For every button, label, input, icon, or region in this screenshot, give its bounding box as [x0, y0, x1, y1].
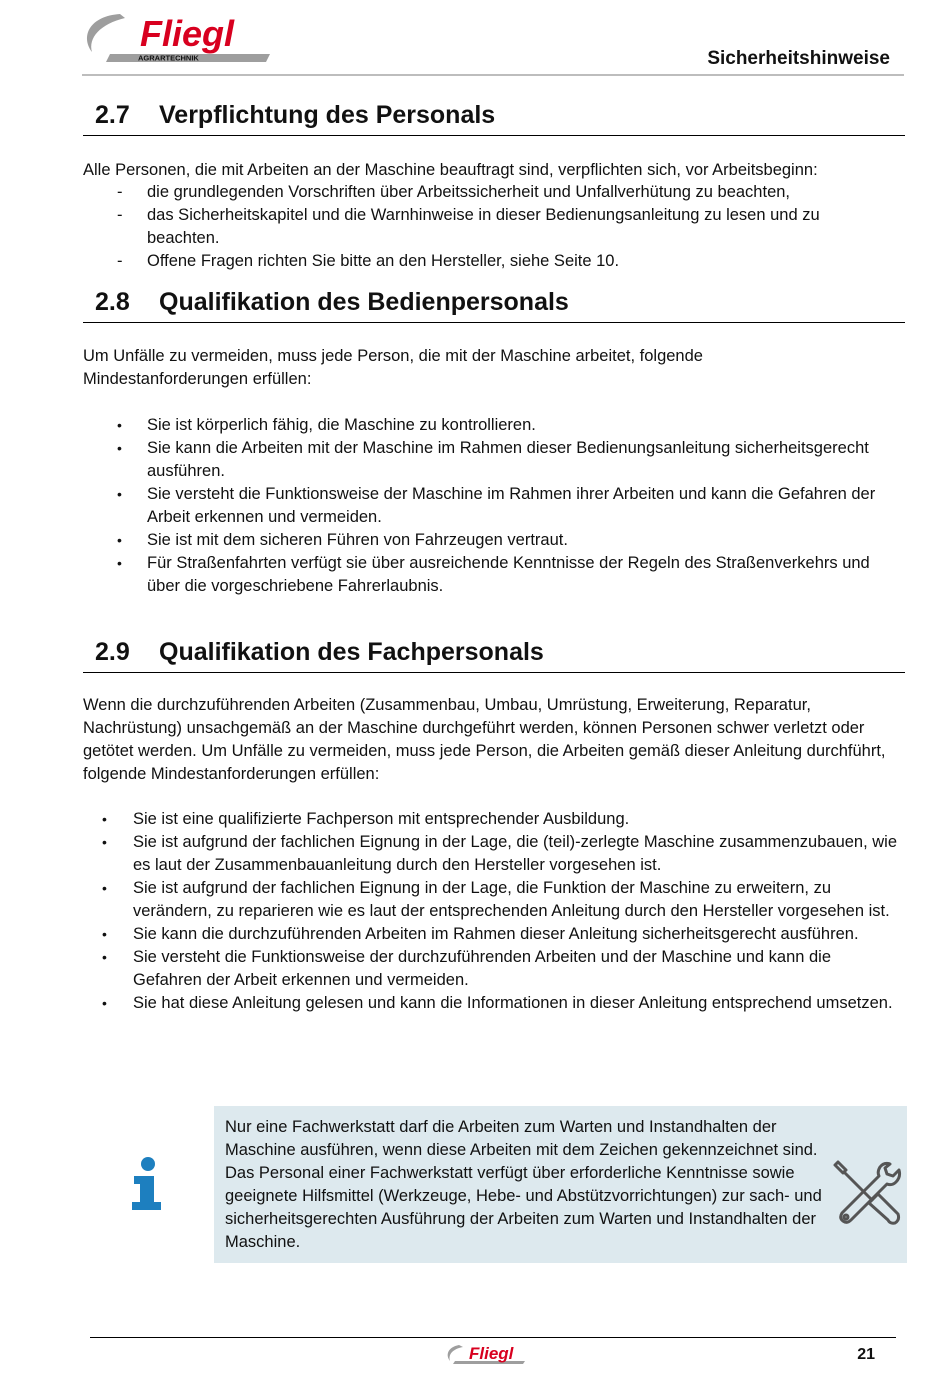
list-item: - Offene Fragen richten Sie bitte an den Hersteller, siehe Seite 10. — [147, 250, 877, 273]
section-divider — [83, 322, 905, 323]
bullet: • — [102, 880, 107, 896]
bullet: • — [117, 486, 122, 502]
list-item: • Sie versteht die Funktionsweise der Maschine im Rahmen ihrer Arbeiten und kann die Gefahren der Arbeit erkennen und vermeiden. — [117, 485, 876, 526]
header-title: Sicherheitshinweise — [707, 48, 890, 69]
page-number: 21 — [857, 1346, 875, 1363]
bullet: • — [102, 949, 107, 965]
section-number: 2.9 — [95, 638, 130, 666]
tools-icon — [832, 1158, 904, 1228]
section-title: Qualifikation des Bedienpersonals — [159, 288, 569, 316]
bullet: • — [102, 811, 107, 827]
section-heading-2-8 — [95, 288, 569, 317]
list-item: • Sie ist eine qualifizierte Fachperson mit entsprechender Ausbildung. — [133, 808, 903, 831]
footer-divider — [90, 1337, 896, 1338]
obligation-list — [117, 181, 877, 273]
bullet: • — [117, 555, 122, 571]
list-item: • Sie ist körperlich fähig, die Maschine zu kontrollieren. — [147, 414, 905, 437]
bullet: • — [102, 926, 107, 942]
list-item: • Sie ist aufgrund der fachlichen Eignung in der Lage, die (teil)-zerlegte Maschine zusammenzubauen, wie es laut der Zusammenbauanleitung durch den Hersteller vorgesehen ist. — [102, 833, 898, 874]
section-divider — [83, 672, 905, 673]
header-divider — [82, 74, 904, 76]
footer-logo-wordmark: Fliegl — [469, 1344, 514, 1363]
section-heading-2-9 — [95, 638, 544, 667]
requirements-list — [102, 808, 903, 1015]
bullet: • — [117, 532, 122, 548]
bullet: • — [117, 417, 122, 433]
list-marker: - — [117, 183, 123, 201]
info-icon — [128, 1156, 166, 1212]
section-intro: Alle Personen, die mit Arbeiten an der Maschine beauftragt sind, verpflichten sich, vor Arbeitsbeginn: — [83, 161, 818, 179]
bullet: • — [102, 995, 107, 1011]
logo-subtitle: AGRARTECHNIK — [138, 53, 199, 63]
section-title: Verpflichtung des Personals — [159, 101, 496, 129]
footer-logo — [445, 1342, 529, 1366]
fliegl-logo — [80, 6, 280, 66]
list-item: - die grundlegenden Vorschriften über Arbeitssicherheit und Unfallverhütung zu beachten, — [147, 181, 877, 204]
section-number: 2.7 — [95, 101, 130, 129]
requirements-list — [117, 414, 905, 598]
bullet: • — [117, 440, 122, 456]
section-divider — [83, 135, 905, 136]
list-item: - das Sicherheitskapitel und die Warnhinweise in dieser Bedienungsanleitung zu lesen und zu beachten. — [117, 206, 820, 247]
list-item: • Für Straßenfahrten verfügt sie über ausreichende Kenntnisse der Regeln des Straßenverkehrs und über die vorgeschriebene Fahrerlaubnis. — [117, 554, 870, 595]
list-item: • Sie kann die Arbeiten mit der Maschine im Rahmen dieser Bedienungsanleitung sicherheitsgerecht ausführen. — [117, 439, 869, 480]
info-text: Nur eine Fachwerkstatt darf die Arbeiten zum Warten und Instandhalten der Maschine ausführen, wenn diese Arbeiten mit dem Zeichen gekennzeichnet sind. Das Personal einer Fachwerkstatt verfügt über erforderliche Kenntnisse sowie geeignete Hilfsmittel (Werkzeuge, Hebe- und Abstützvorrichtungen) zur sach- und sicherheitsgerechten Ausführung der Arbeiten zum Warten und Instandhalten der Maschine. — [225, 1118, 822, 1251]
logo-wordmark: Fliegl — [140, 13, 235, 54]
list-item: • Sie versteht die Funktionsweise der durchzuführenden Arbeiten und der Maschine und kann die Gefahren der Arbeit erkennen und vermeiden. — [102, 948, 832, 989]
list-item: • Sie ist mit dem sicheren Führen von Fahrzeugen vertraut. — [147, 529, 905, 552]
list-marker: - — [117, 206, 123, 224]
section-title: Qualifikation des Fachpersonals — [159, 638, 544, 666]
list-marker: - — [117, 252, 123, 270]
section-number: 2.8 — [95, 288, 130, 316]
list-item: • Sie hat diese Anleitung gelesen und kann die Informationen in dieser Anleitung entsprechend umsetzen. — [133, 992, 903, 1015]
section-intro: Um Unfälle zu vermeiden, muss jede Person, die mit der Maschine arbeitet, folgende Mindestanforderungen erfüllen: — [83, 347, 703, 388]
list-item: • Sie ist aufgrund der fachlichen Eignung in der Lage, die Funktion der Maschine zu erweitern, zu verändern, zu reparieren wie es laut der entsprechenden Anleitung durch den Hersteller vorgesehen ist. — [102, 879, 890, 920]
bullet: • — [102, 834, 107, 850]
list-item: • Sie kann die durchzuführenden Arbeiten im Rahmen dieser Anleitung sicherheitsgerecht ausführen. — [133, 923, 903, 946]
section-heading-2-7 — [95, 101, 495, 130]
section-intro: Wenn die durchzuführenden Arbeiten (Zusammenbau, Umbau, Umrüstung, Erweiterung, Reparatur, Nachrüstung) unsachgemäß an der Maschine durchgeführt werden, können Personen schwer verletzt oder getötet werden. Um Unfälle zu vermeiden, muss jede Person, die Arbeiten gemäß dieser Anleitung durchführt, folgende Mindestanforderungen erfüllen: — [83, 696, 886, 783]
